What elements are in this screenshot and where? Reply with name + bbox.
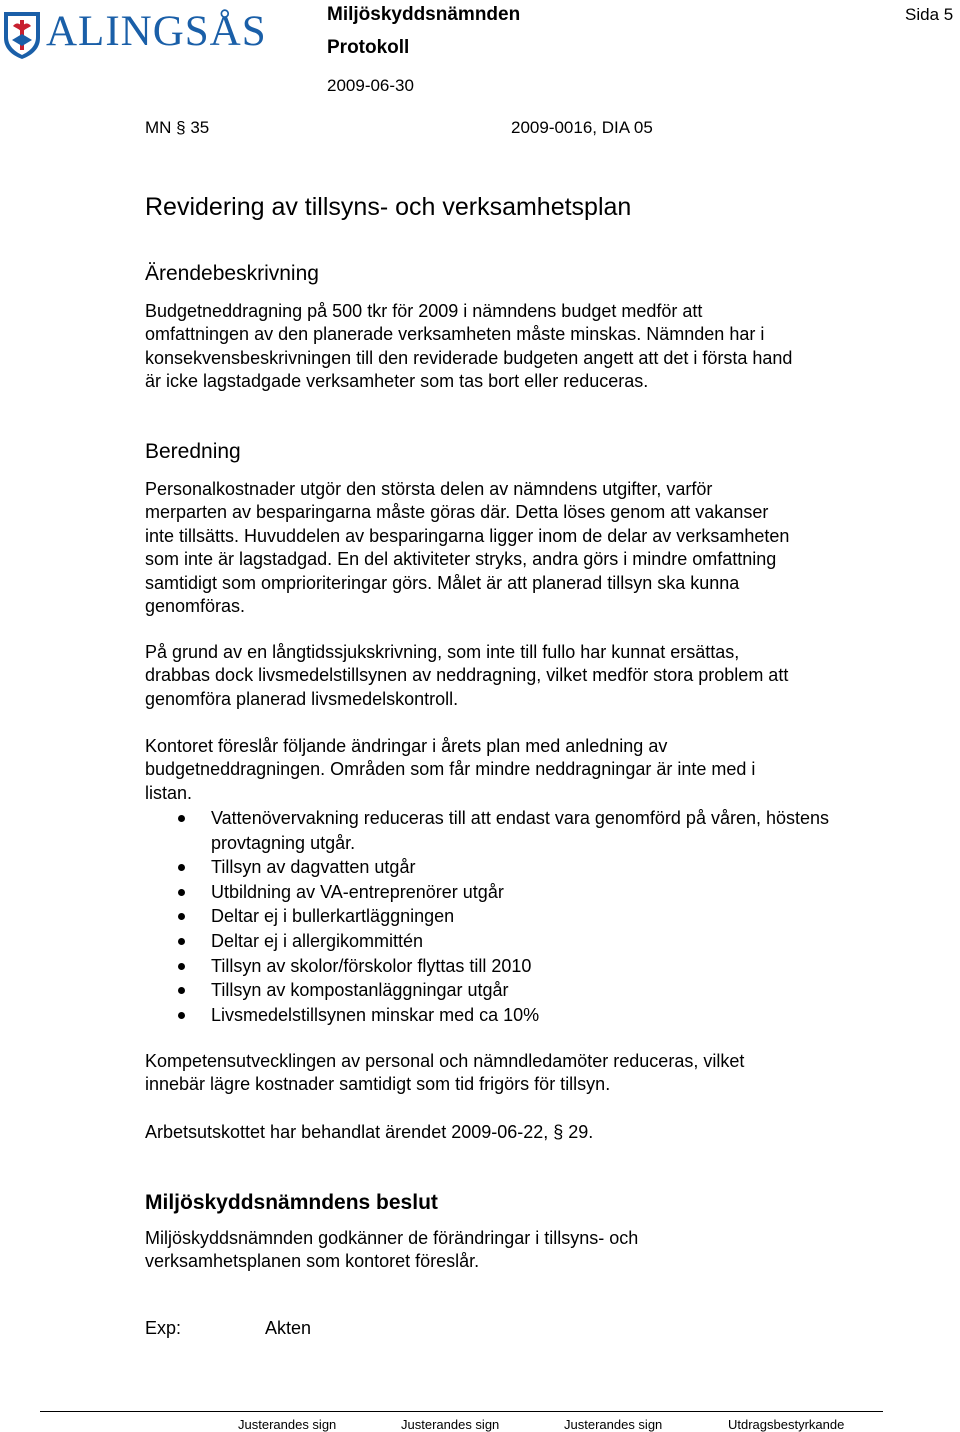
text-line: samtidigt som omprioriteringar görs. Målet är att planerad tillsyn ska kunna: [145, 572, 740, 593]
text-line: Personalkostnader utgör den största delen av nämndens utgifter, varför: [145, 479, 713, 499]
list-item: Livsmedelstillsynen minskar med ca 10%: [145, 1003, 865, 1028]
paragraph-number: MN § 35: [145, 118, 210, 137]
municipality-logo: [2, 8, 267, 64]
text-line: Kompetensutvecklingen av personal och nämndledamöter reduceras, vilket: [145, 1051, 745, 1071]
certification-field: Utdragsbestyrkande: [728, 1417, 845, 1432]
logo-wordmark: ALINGSÅS: [46, 8, 267, 55]
coat-of-arms-icon: [2, 10, 42, 60]
list-item: Deltar ej i bullerkartläggningen: [145, 904, 865, 929]
beredning-paragraph-3: [145, 735, 885, 805]
text-line: genomföra planerad livsmedelskontroll.: [145, 688, 459, 709]
text-line: innebär lägre kostnader samtidigt som tid frigörs för tillsyn.: [145, 1074, 611, 1095]
beredning-paragraph-5: Arbetsutskottet har behandlat ärendet 2009-06-22, § 29.: [145, 1122, 594, 1142]
section-heading-beredning: Beredning: [145, 440, 241, 463]
beredning-paragraph-4: [145, 1050, 885, 1097]
text-line: konsekvensbeskrivningen till den reviderade budgeten angett att det i första hand: [145, 347, 793, 368]
signature-field-1: Justerandes sign: [238, 1417, 337, 1432]
beredning-paragraph-2: [145, 641, 885, 711]
beredning-paragraph-1: [145, 478, 885, 618]
document-type: Protokoll: [327, 37, 410, 58]
meeting-date: 2009-06-30: [327, 76, 414, 95]
case-number: 2009-0016, DIA 05: [511, 118, 653, 137]
text-line: är icke lagstadgade verksamheter som tas bort eller reduceras.: [145, 371, 649, 392]
text-line: drabbas dock livsmedelstillsynen av neddragning, vilket medför stora problem att: [145, 665, 789, 686]
signature-field-2: Justerandes sign: [401, 1417, 500, 1432]
beslut-paragraph: [145, 1227, 885, 1274]
list-item: Deltar ej i allergikommittén: [145, 929, 865, 954]
page-title: Revidering av tillsyns- och verksamhetsplan: [145, 193, 632, 221]
expedition-label: Exp:: [145, 1318, 182, 1338]
section-heading-beslut: Miljöskyddsnämndens beslut: [145, 1191, 438, 1214]
page-number: Sida 5: [905, 5, 954, 24]
text-line: På grund av en långtidssjukskrivning, som inte till fullo har kunnat ersättas,: [145, 642, 740, 662]
text-line: verksamhetsplanen som kontoret föreslår.: [145, 1251, 480, 1272]
footer-divider: [40, 1411, 883, 1412]
text-line: inte tillsätts. Huvuddelen av besparingarna ligger inom de delar av verksamheten: [145, 525, 790, 546]
committee-name: Miljöskyddsnämnden: [327, 4, 521, 25]
text-line: budgetneddragningen. Områden som får mindre neddragningar är inte med i: [145, 759, 756, 780]
list-item: Utbildning av VA-entreprenörer utgår: [145, 880, 865, 905]
text-line: listan.: [145, 782, 193, 803]
text-line: omfattningen av den planerade verksamheten måste minskas. Nämnden har i: [145, 324, 765, 345]
arendebeskrivning-paragraph: [145, 300, 885, 394]
text-line: genomföras.: [145, 596, 246, 617]
list-item: Tillsyn av skolor/förskolor flyttas till 2010: [145, 954, 865, 979]
list-item: Tillsyn av dagvatten utgår: [145, 855, 865, 880]
text-line: Budgetneddragning på 500 tkr för 2009 i nämndens budget medför att: [145, 301, 703, 321]
section-heading-arendebeskrivning: Ärendebeskrivning: [145, 262, 319, 285]
list-item: Tillsyn av kompostanläggningar utgår: [145, 978, 865, 1003]
text-line: Miljöskyddsnämnden godkänner de förändringar i tillsyns- och: [145, 1228, 639, 1248]
text-line: som inte är lagstadgad. En del aktiviteter stryks, andra görs i mindre omfattning: [145, 549, 777, 570]
expedition-value: Akten: [265, 1318, 312, 1338]
list-item: Vattenövervakning reduceras till att endast vara genomförd på våren, höstens provtagning utgår.: [145, 806, 865, 855]
change-list: [145, 806, 865, 1027]
text-line: merparten av besparingarna måste göras där. Detta löses genom att vakanser: [145, 502, 769, 523]
signature-field-3: Justerandes sign: [564, 1417, 663, 1432]
text-line: Kontoret föreslår följande ändringar i årets plan med anledning av: [145, 736, 668, 756]
